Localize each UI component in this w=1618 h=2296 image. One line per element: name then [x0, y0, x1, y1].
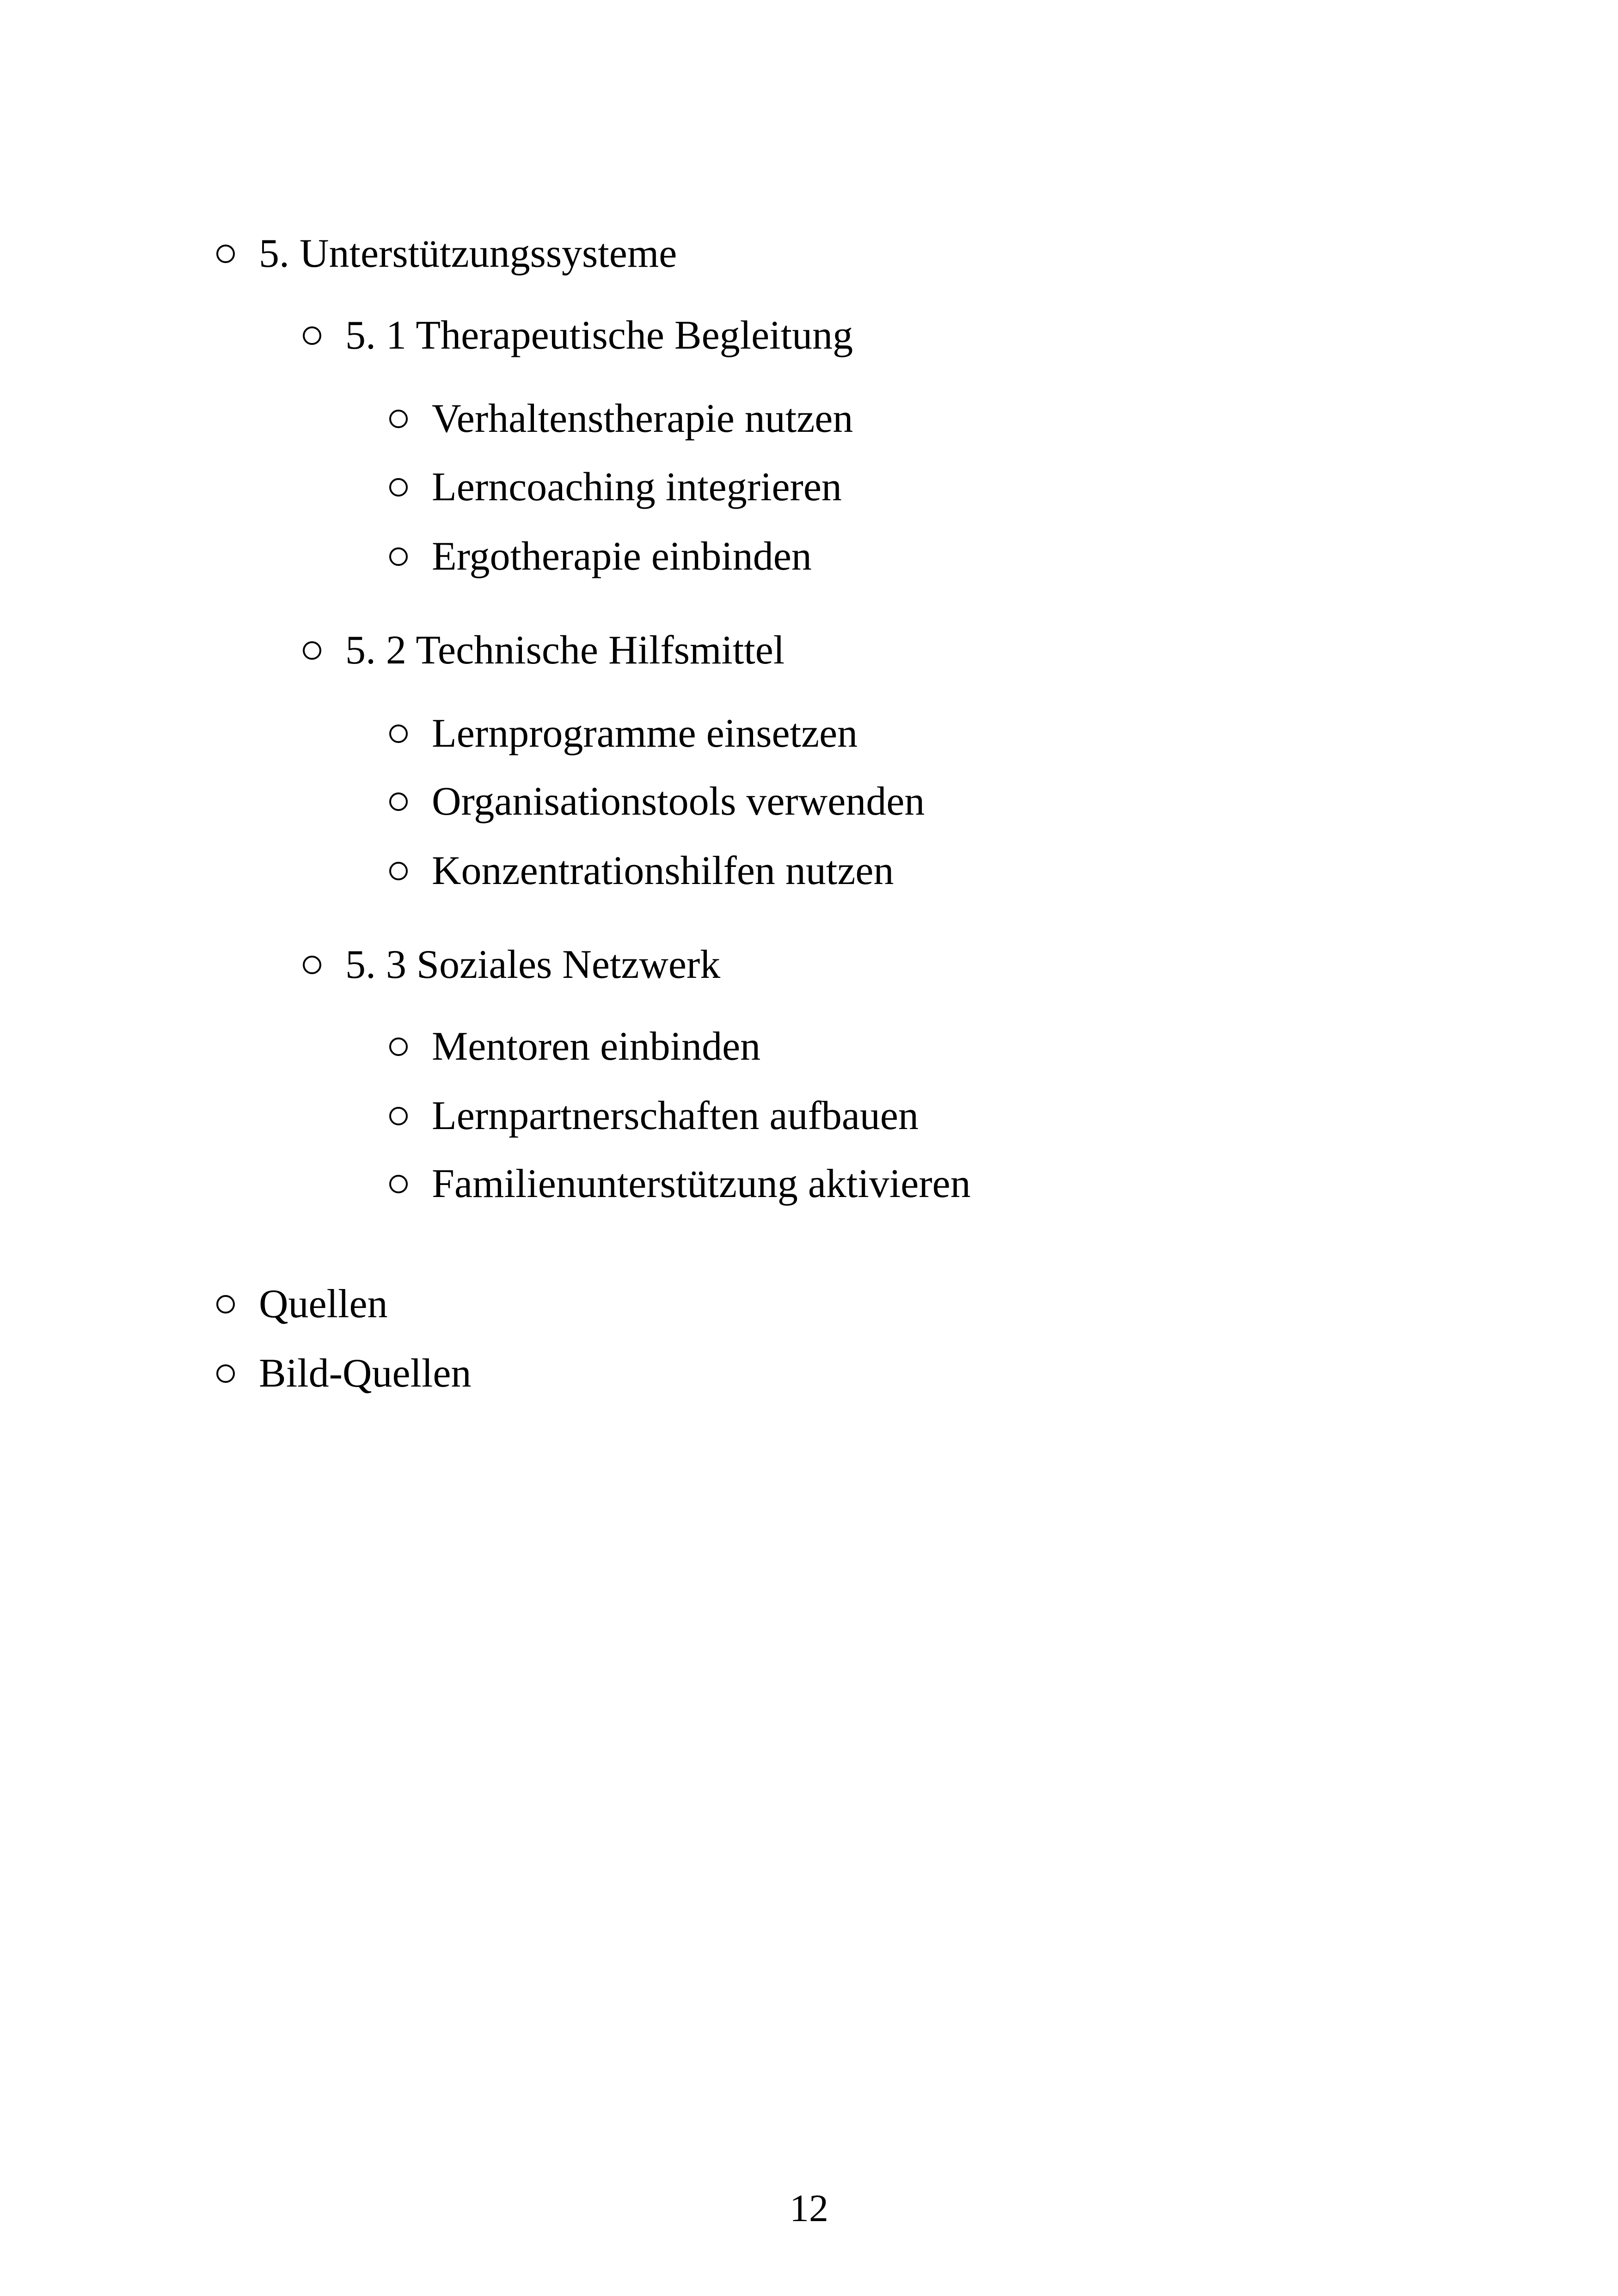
circle-bullet-icon	[389, 410, 408, 428]
toc-item-label: 5. 1 Therapeutische Begleitung	[345, 313, 853, 358]
circle-bullet-icon	[389, 862, 408, 880]
toc-item-section-5-1	[303, 315, 853, 356]
toc-item-label: Konzentrationshilfen nutzen	[432, 848, 894, 893]
toc-item-label: Bild-Quellen	[259, 1351, 472, 1396]
toc-item	[389, 467, 842, 508]
toc-item-section-5	[216, 233, 677, 274]
toc-item	[389, 1093, 919, 1138]
toc-item-section-5-2	[303, 630, 784, 671]
toc-item-label: Lernpartnerschaften aufbauen	[432, 1093, 919, 1138]
toc-item-label: 5. 3 Soziales Netzwerk	[345, 942, 721, 987]
circle-bullet-icon	[303, 326, 321, 345]
toc-item-label: Quellen	[259, 1282, 388, 1326]
circle-bullet-icon	[389, 1107, 408, 1125]
circle-bullet-icon	[216, 1364, 235, 1383]
toc-item-sources	[216, 1284, 388, 1325]
toc-item	[389, 396, 853, 441]
toc-item	[389, 1026, 760, 1067]
toc-item-section-5-3	[303, 942, 721, 987]
toc-item	[389, 1161, 971, 1206]
circle-bullet-icon	[389, 1037, 408, 1056]
toc-item-label: Lerncoaching integrieren	[432, 465, 842, 510]
toc-item-label: 5. 2 Technische Hilfsmittel	[345, 628, 785, 673]
circle-bullet-icon	[389, 792, 408, 811]
toc-item	[389, 848, 894, 893]
circle-bullet-icon	[303, 956, 321, 974]
toc-item-label: Organisationstools verwenden	[432, 779, 925, 824]
toc-item-label: Lernprogramme einsetzen	[432, 711, 858, 756]
toc-item-label: Mentoren einbinden	[432, 1024, 761, 1069]
circle-bullet-icon	[389, 547, 408, 566]
circle-bullet-icon	[216, 245, 235, 263]
circle-bullet-icon	[389, 1175, 408, 1193]
circle-bullet-icon	[389, 478, 408, 497]
circle-bullet-icon	[303, 641, 321, 660]
toc-item-image-sources	[216, 1353, 471, 1394]
toc-item-label: Ergotherapie einbinden	[432, 534, 812, 579]
toc-item	[389, 781, 925, 822]
toc-item-label: Verhaltenstherapie nutzen	[432, 396, 853, 441]
circle-bullet-icon	[216, 1295, 235, 1314]
circle-bullet-icon	[389, 724, 408, 743]
toc-item-label: Familienunterstützung aktivieren	[432, 1161, 971, 1206]
toc-item	[389, 713, 858, 754]
page-number: 12	[790, 2187, 828, 2230]
toc-item	[389, 536, 812, 577]
toc-item-label: 5. Unterstützungssysteme	[259, 231, 677, 276]
